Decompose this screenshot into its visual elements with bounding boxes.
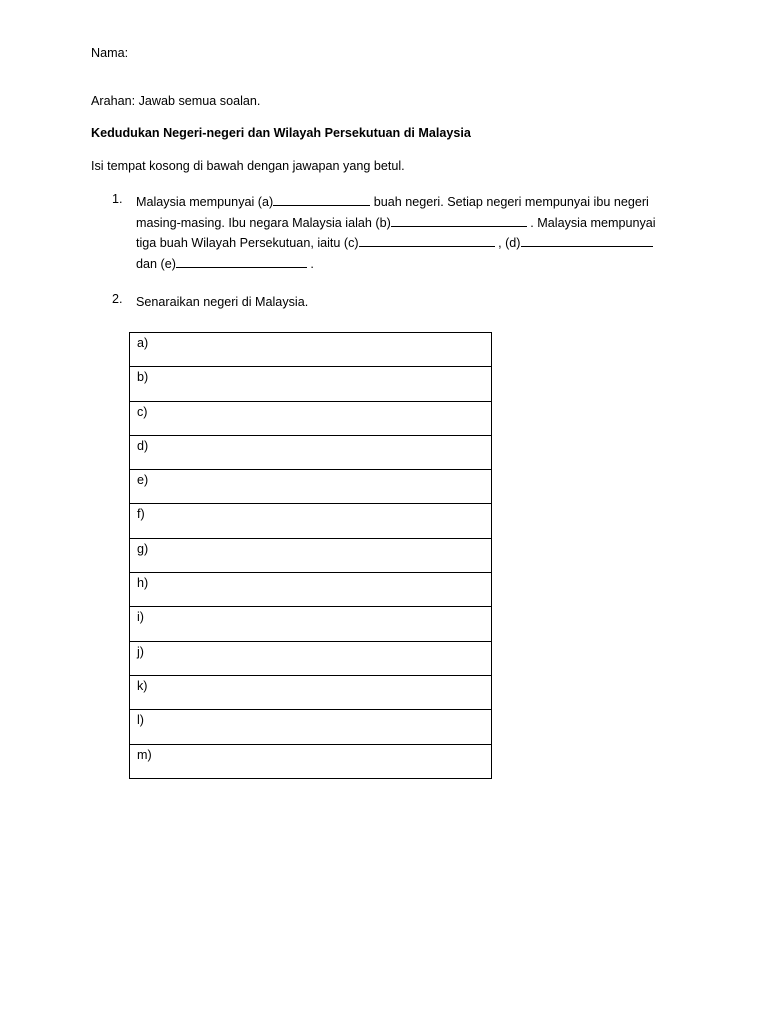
blank-d[interactable] [521,234,653,247]
name-label: Nama: [91,46,129,60]
table-row [130,744,492,778]
answer-table-body [130,333,492,779]
row-label: g) [137,541,149,556]
fill-in-instruction: Isi tempat kosong di bawah dengan jawapan yang betul. [91,159,405,173]
q1-line1-end: buah negeri. Setiap negeri mempunyai ibu negeri [373,195,649,209]
answer-cell[interactable] [130,367,492,401]
question-1-line-3 [136,233,656,254]
q1-line4-end: . [310,256,314,271]
row-label: a) [137,336,149,350]
table-row [130,435,492,469]
blank-b[interactable] [391,214,527,227]
worksheet-title: Kedudukan Negeri-negeri dan Wilayah Persekutuan di Malaysia [91,126,471,140]
question-1-line-1 [136,192,656,213]
answer-cell[interactable] [130,641,492,675]
question-2-number: 2. [112,292,123,306]
q1-line2-end: . Malaysia mempunyai [530,215,656,230]
answer-cell[interactable] [130,333,492,367]
table-row [130,470,492,504]
blank-e[interactable] [176,255,307,268]
blank-c[interactable] [359,234,495,247]
q1-line3-start: tiga buah Wilayah Persekutuan, iaitu (c) [136,236,359,250]
table-row [130,401,492,435]
answer-cell[interactable] [130,675,492,709]
answer-cell[interactable] [130,470,492,504]
table-row [130,538,492,572]
q1-line2-start: masing-masing. Ibu negara Malaysia ialah (b) [136,215,391,230]
blank-a[interactable] [273,193,370,206]
row-label: i) [137,610,144,625]
answer-cell[interactable] [130,744,492,778]
table-row [130,710,492,744]
row-label: j) [137,644,144,659]
answer-table [129,332,492,779]
q1-line4-start: dan (e) [136,256,176,271]
question-1-text [136,192,656,274]
table-row [130,367,492,401]
row-label: c) [137,404,148,419]
row-label: d) [137,438,149,453]
answer-cell[interactable] [130,710,492,744]
answer-cell[interactable] [130,607,492,641]
table-row [130,504,492,538]
question-1-number: 1. [112,192,123,206]
answer-cell[interactable] [130,573,492,607]
table-row [130,675,492,709]
table-row [130,333,492,367]
answer-cell[interactable] [130,401,492,435]
row-label: k) [137,678,148,693]
row-label: h) [137,576,149,591]
table-row [130,573,492,607]
row-label: e) [137,473,149,488]
question-1-line-4 [136,254,656,275]
instructions-heading: Arahan: Jawab semua soalan. [91,94,261,108]
row-label: f) [137,507,145,522]
table-row [130,607,492,641]
table-row [130,641,492,675]
answer-cell[interactable] [130,504,492,538]
row-label: l) [137,713,144,728]
question-1-line-2 [136,213,656,234]
answer-cell[interactable] [130,435,492,469]
q1-line3-end: , (d) [498,236,521,250]
row-label: b) [137,370,149,385]
question-2-text: Senaraikan negeri di Malaysia. [136,295,309,309]
q1-line1-start: Malaysia mempunyai (a) [136,195,274,209]
answer-cell[interactable] [130,538,492,572]
row-label: m) [137,747,152,762]
